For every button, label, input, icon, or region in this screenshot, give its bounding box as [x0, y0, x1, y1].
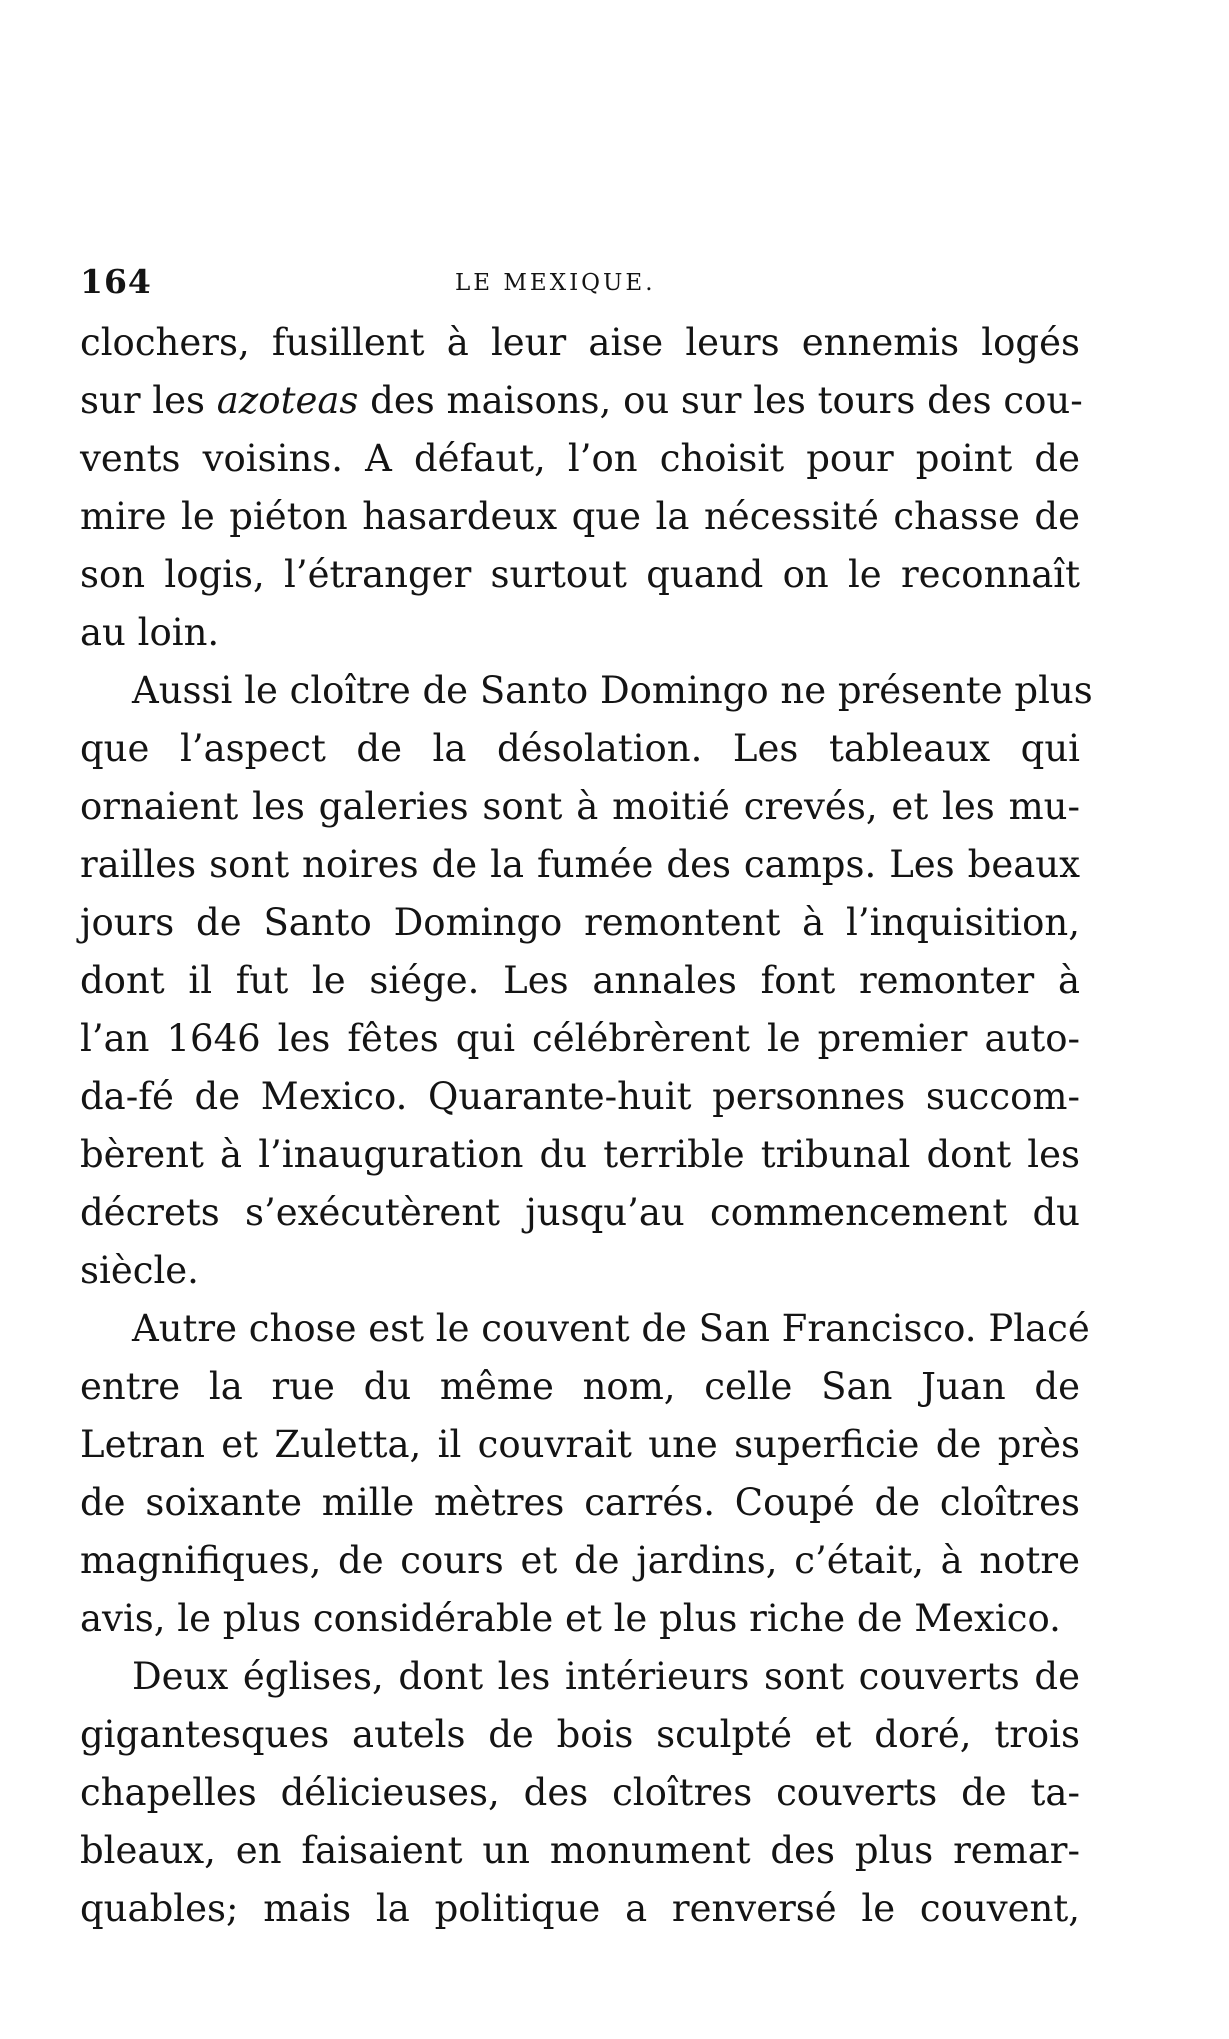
text-line: railles sont noires de la fumée des camps. Les beaux	[80, 843, 1080, 886]
text-line: bèrent à l’inauguration du terrible tribunal dont les	[80, 1133, 1080, 1176]
text-line: l’an 1646 les fêtes qui célébrèrent le premier auto-	[80, 1017, 1080, 1060]
text-line: chapelles délicieuses, des cloîtres couverts de ta-	[80, 1771, 1080, 1814]
text-line: mire le piéton hasardeux que la nécessité chasse de	[80, 495, 1080, 538]
text-line: son logis, l’étranger surtout quand on le reconnaît	[80, 553, 1080, 596]
text-line: clochers, fusillent à leur aise leurs ennemis logés	[80, 321, 1080, 364]
paragraph-end-line: au loin.	[80, 611, 220, 654]
book-page	[80, 262, 1093, 1938]
text-segment: des maisons, ou sur les tours des cou-	[358, 379, 1083, 422]
paragraph-end-line: siècle.	[80, 1249, 199, 1292]
running-title: LE MEXIQUE.	[455, 270, 656, 296]
body-text	[80, 314, 1093, 1938]
text-line: magnifiques, de cours et de jardins, c’était, à notre	[80, 1539, 1080, 1582]
page-number: 164	[80, 262, 152, 301]
text-segment: sur les	[80, 379, 217, 422]
text-line: ornaient les galeries sont à moitié crevés, et les mu-	[80, 785, 1080, 828]
text-line: gigantesques autels de bois sculpté et doré, trois	[80, 1713, 1080, 1756]
text-line: dont il fut le siége. Les annales font remonter à	[80, 959, 1080, 1002]
text-line: que l’aspect de la désolation. Les tableaux qui	[80, 727, 1080, 770]
italic-term: azoteas	[216, 379, 359, 422]
text-line: da-fé de Mexico. Quarante-huit personnes succom-	[80, 1075, 1080, 1118]
text-line: jours de Santo Domingo remontent à l’inquisition,	[80, 901, 1080, 944]
paragraph-start-line: Deux églises, dont les intérieurs sont couverts de	[132, 1655, 1080, 1698]
text-line: décrets s’exécutèrent jusqu’au commencement du	[80, 1191, 1080, 1234]
text-line: quables; mais la politique a renversé le couvent,	[80, 1887, 1080, 1930]
text-line: bleaux, en faisaient un monument des plus remar-	[80, 1829, 1080, 1872]
paragraph-start-line: Aussi le cloître de Santo Domingo ne présente plus	[132, 669, 1093, 712]
running-head	[80, 262, 1080, 308]
text-line: entre la rue du même nom, celle San Juan de	[80, 1365, 1080, 1408]
text-line: vents voisins. A défaut, l’on choisit pour point de	[80, 437, 1080, 480]
text-line: de soixante mille mètres carrés. Coupé de cloîtres	[80, 1481, 1080, 1524]
text-line	[80, 372, 1083, 430]
paragraph-start-line: Autre chose est le couvent de San Francisco. Placé	[132, 1307, 1090, 1350]
text-line: Letran et Zuletta, il couvrait une superficie de près	[80, 1423, 1080, 1466]
paragraph-end-line: avis, le plus considérable et le plus riche de Mexico.	[80, 1597, 1061, 1640]
